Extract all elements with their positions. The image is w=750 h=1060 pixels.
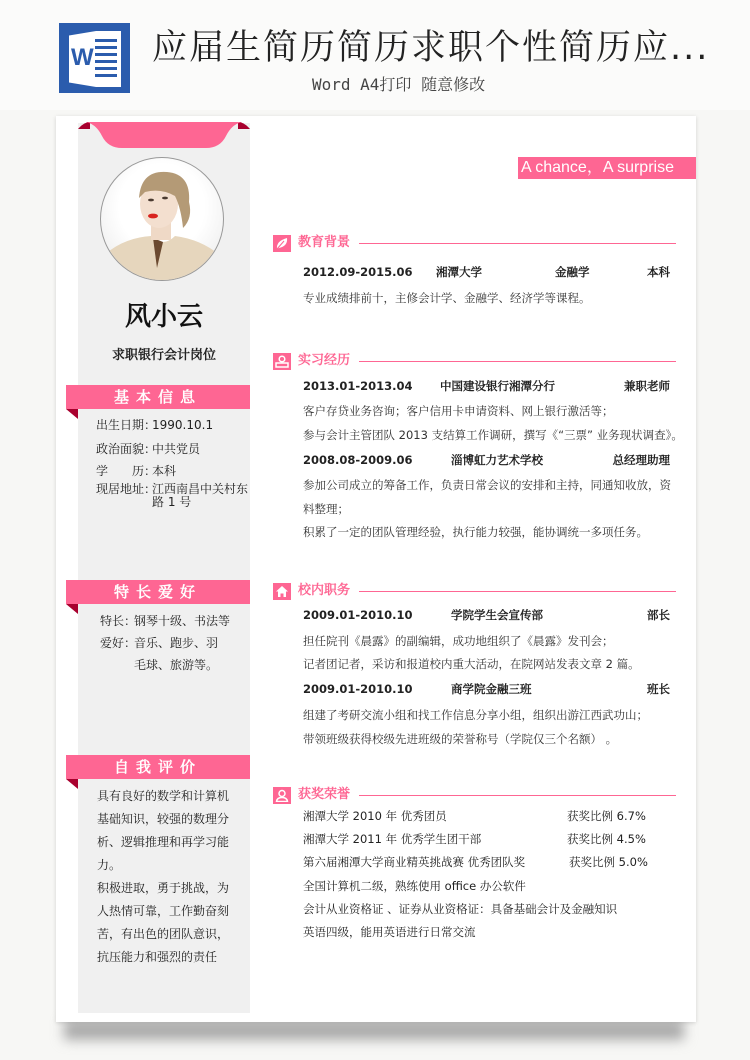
internship-detail: 客户存贷业务咨询；客户信用卡申请资料、网上银行激活等； (303, 404, 614, 418)
info-birthdate: 出生日期：1990.10.1 (96, 418, 214, 432)
info-address: 现居地址：江西南昌中关村东路 1 号 (96, 482, 249, 509)
campus-detail: 担任院刊《晨露》的副编辑，成功地组织了《晨露》发刊会； (303, 634, 614, 648)
internship-section-header: 实习经历 (273, 352, 676, 370)
user-icon (273, 787, 291, 804)
home-icon (273, 583, 291, 600)
campus-entry-1: 2009.01-2010.10 学院学生会宣传部 部长 (303, 608, 670, 622)
campus-entry-2: 2009.01-2010.10 商学院金融三班 班长 (303, 682, 670, 696)
internship-entry-2: 2008.08-2009.06 淄博虹力艺术学校 总经理助理 (303, 453, 670, 467)
education-entry: 2012.09-2015.06 湘潭大学 金融学 本科 (303, 265, 670, 279)
campus-section-header: 校内职务 (273, 582, 676, 600)
document-subtitle: Word A4打印 随意修改 (312, 75, 486, 94)
award-item: 英语四级，能用英语进行日常交流 (303, 925, 476, 939)
ribbon-top-decoration (78, 122, 250, 148)
education-section-header: 教育背景 (273, 234, 676, 252)
person-card-icon (273, 353, 291, 370)
award-item: 湘潭大学 2011 年 优秀学生团干部 获奖比例 4.5% (303, 832, 646, 846)
candidate-name: 风小云 (124, 302, 203, 332)
award-item: 全国计算机二级，熟练使用 office 办公软件 (303, 879, 526, 893)
internship-detail: 参与会计主管团队 2013 支结算工作调研，撰写《“三票” 业务现状调查》。 (303, 428, 683, 442)
internship-entry-1: 2013.01-2013.04 中国建设银行湘潭分行 兼职老师 (303, 379, 670, 393)
info-political: 政治面貌：中共党员 (96, 442, 201, 456)
awards-section-header: 获奖荣誉 (273, 786, 676, 804)
basic-info-header: 基本信息 (66, 385, 250, 409)
leaf-icon (273, 235, 291, 252)
skill-hobbies: 爱好：音乐、跑步、羽毛球、旅游等。 (100, 636, 219, 672)
job-objective: 求职银行会计岗位 (111, 348, 216, 363)
paper-shadow (64, 1020, 684, 1040)
award-item: 第六届湘潭大学商业精英挑战赛 优秀团队奖 获奖比例 5.0% (303, 855, 648, 869)
skills-header: 特长爱好 (66, 580, 250, 604)
slogan-banner: A chance，A surprise (518, 157, 696, 179)
campus-detail: 记者团记者，采访和报道校内重大活动，在院网站发表文章 2 篇。 (303, 657, 640, 671)
avatar (100, 157, 224, 281)
award-item: 湘潭大学 2010 年 优秀团员 获奖比例 6.7% (303, 809, 646, 823)
internship-detail: 积累了一定的团队管理经验，执行能力较强，能协调统一多项任务。 (303, 525, 648, 539)
education-detail: 专业成绩排前十，主修会计学、金融学、经济学等课程。 (303, 291, 591, 305)
campus-detail: 带领班级获得校级先进班级的荣誉称号（学院仅三个名额） 。 (303, 732, 618, 746)
word-icon: W (59, 23, 130, 93)
self-eval-header: 自我评价 (66, 755, 250, 779)
internship-detail: 参加公司成立的筹备工作，负责日常会议的安排和主持，同通知收放，资料整理； (303, 478, 671, 516)
self-eval-text: 具有良好的数学和计算机基础知识，较强的数理分析、逻辑推理和再学习能力。 积极进取，勇于挑战，为人热情可靠，工作勤奋刻苦，有出色的团队意识，抗压能力和强烈的责任 (97, 789, 230, 964)
preview-header (0, 0, 750, 110)
info-education: 学 历：本科 (96, 464, 177, 478)
award-item: 会计从业资格证 、证券从业资格证：具备基础会计及金融知识 (303, 902, 618, 916)
document-title: 应届生简历简历求职个性简历应... (152, 28, 710, 68)
portrait-photo (101, 158, 224, 281)
campus-detail: 组建了考研交流小组和找工作信息分享小组，组织出游江西武功山； (303, 708, 648, 722)
skill-specialty: 特长：钢琴十级、书法等 (100, 614, 231, 628)
